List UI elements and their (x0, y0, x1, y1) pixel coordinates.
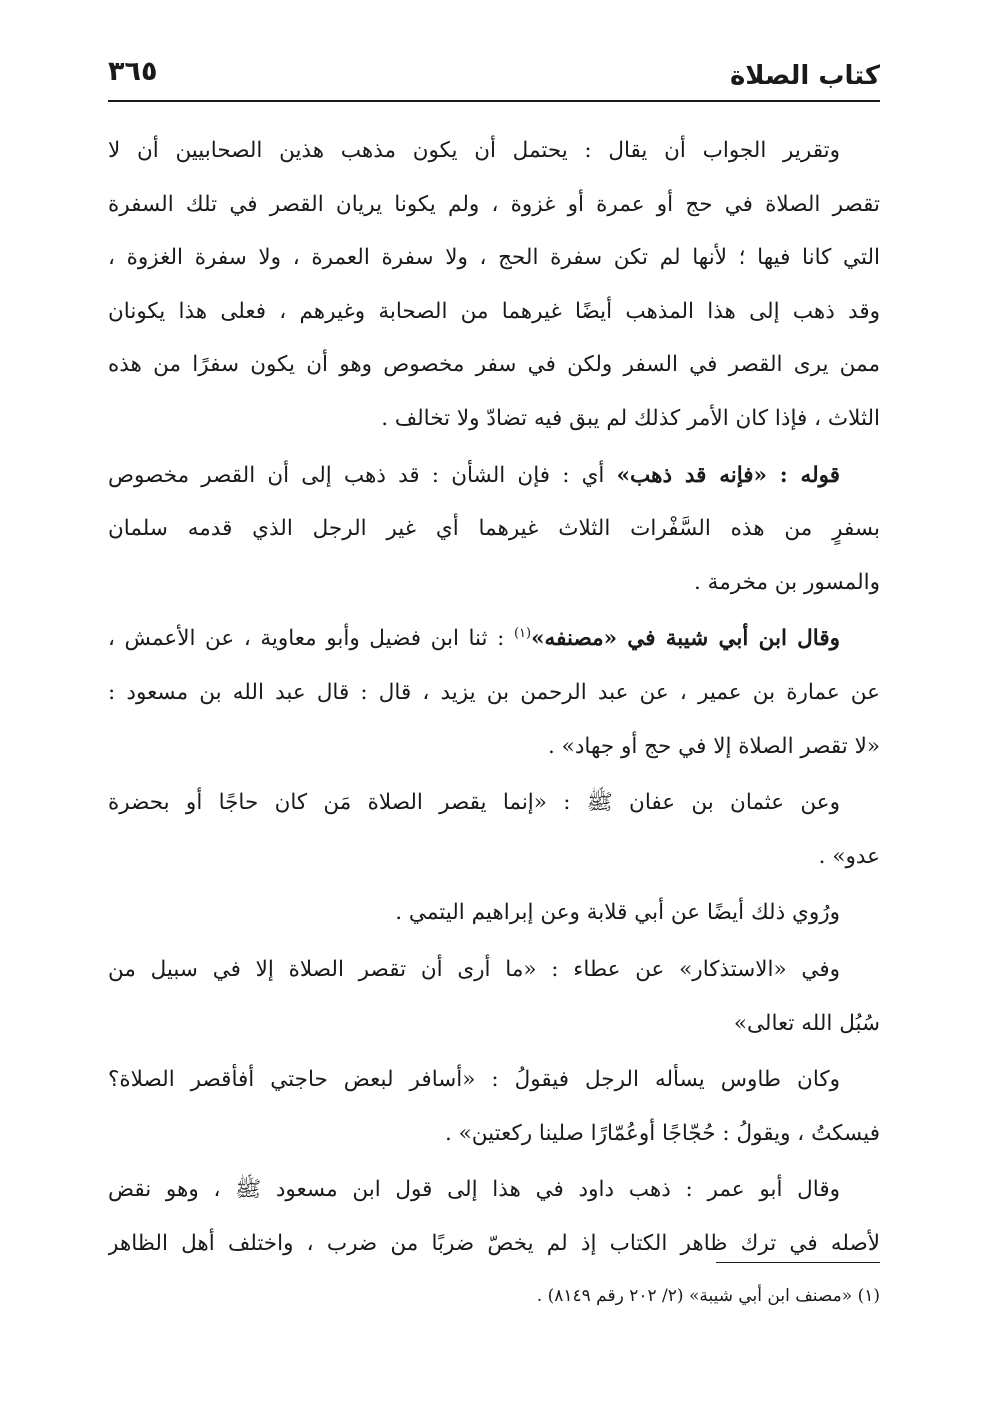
text-line: تقصر الصلاة في حج أو عمرة أو غزوة ، ولم يكونا يريان القصر في تلك السفرة (108, 191, 880, 217)
text-line: وفي «الاستذكار» عن عطاء : «ما أرى أن تقصر الصلاة إلا في سبيل من (108, 956, 840, 982)
line-continuation: : ثنا ابن فضيل وأبو معاوية ، عن الأعمش ، (108, 626, 514, 652)
footnote-rule (716, 1262, 880, 1263)
chapter-title: كتاب الصلاة (729, 61, 880, 91)
line-continuation: أي : فإن الشأن : قد ذهب إلى أن القصر مخصوص (108, 462, 617, 488)
text-line: بسفرٍ من هذه السَّفْرات الثلاث غيرهما أي غير الرجل الذي قدمه سلمان (108, 516, 880, 542)
page-number: ٣٦٥ (108, 56, 158, 87)
paragraph (108, 1053, 880, 1160)
quoted-lemma: قوله : «فإنه قد ذهب» (616, 462, 841, 488)
text-line: عدو» . (818, 843, 880, 869)
text-line: فيسكتُ ، ويقولُ : حُجّاجًا أوعُمّارًا صلينا ركعتين» . (444, 1120, 880, 1146)
text-line (108, 612, 880, 666)
text-line: سُبُل الله تعالى» (733, 1010, 880, 1036)
paragraph (108, 776, 880, 883)
source-citation: وقال ابن أبي شيبة في «مصنفه» (531, 626, 840, 652)
text-line: والمسور بن مخرمة . (694, 569, 880, 595)
text-line: «لا تقصر الصلاة إلا في حج أو جهاد» . (548, 733, 880, 759)
paragraph (108, 1163, 880, 1270)
text-line: وعن عثمان بن عفان ﷺ : «إنما يقصر الصلاة مَن كان حاجًا أو بحضرة (108, 790, 840, 816)
header-rule (108, 100, 880, 102)
text-line: عن عمارة بن عمير ، عن عبد الرحمن بن يزيد ، قال : قال عبد الله بن مسعود : (108, 679, 880, 705)
running-header (108, 52, 880, 98)
text-line (108, 449, 880, 503)
paragraph (108, 449, 880, 610)
paragraph (108, 943, 880, 1050)
text-line: الثلاث ، فإذا كان الأمر كذلك لم يبق فيه تضادّ ولا تخالف . (381, 405, 880, 431)
paragraph (108, 612, 880, 773)
main-text (108, 124, 880, 1270)
text-line: وتقرير الجواب أن يقال : يحتمل أن يكون مذهب هذين الصحابيين أن لا (108, 138, 840, 163)
text-line: وكان طاوس يسأله الرجل فيقولُ : «أسافر لبعض حاجتي أفأقصر الصلاة؟ (108, 1067, 840, 1093)
paragraph (108, 886, 880, 940)
footnote-reference[interactable]: (١) (513, 626, 532, 642)
footnote: (١) «مصنف ابن أبي شيبة» (٢/ ٢٠٢ رقم ٨١٤٩) . (536, 1286, 880, 1306)
paragraph (108, 124, 880, 446)
text-line: ممن يرى القصر في السفر ولكن في سفر مخصوص وهو أن يكون سفرًا من هذه (108, 352, 880, 378)
text-line: وقد ذهب إلى هذا المذهب أيضًا غيرهما من الصحابة وغيرهم ، فعلى هذا يكونان (108, 298, 880, 324)
text-line: لأصله في ترك ظاهر الكتاب إذ لم يخصّ ضربًا من ضرب ، واختلف أهل الظاهر (108, 1230, 880, 1256)
text-line: التي كانا فيها ؛ لأنها لم تكن سفرة الحج ، ولا سفرة العمرة ، ولا سفرة الغزوة ، (108, 245, 880, 271)
text-line: وقال أبو عمر : ذهب داود في هذا إلى قول ابن مسعود ﷺ ، وهو نقض (108, 1177, 840, 1203)
text-line: ورُوي ذلك أيضًا عن أبي قلابة وعن إبراهيم اليتمي . (395, 900, 840, 926)
